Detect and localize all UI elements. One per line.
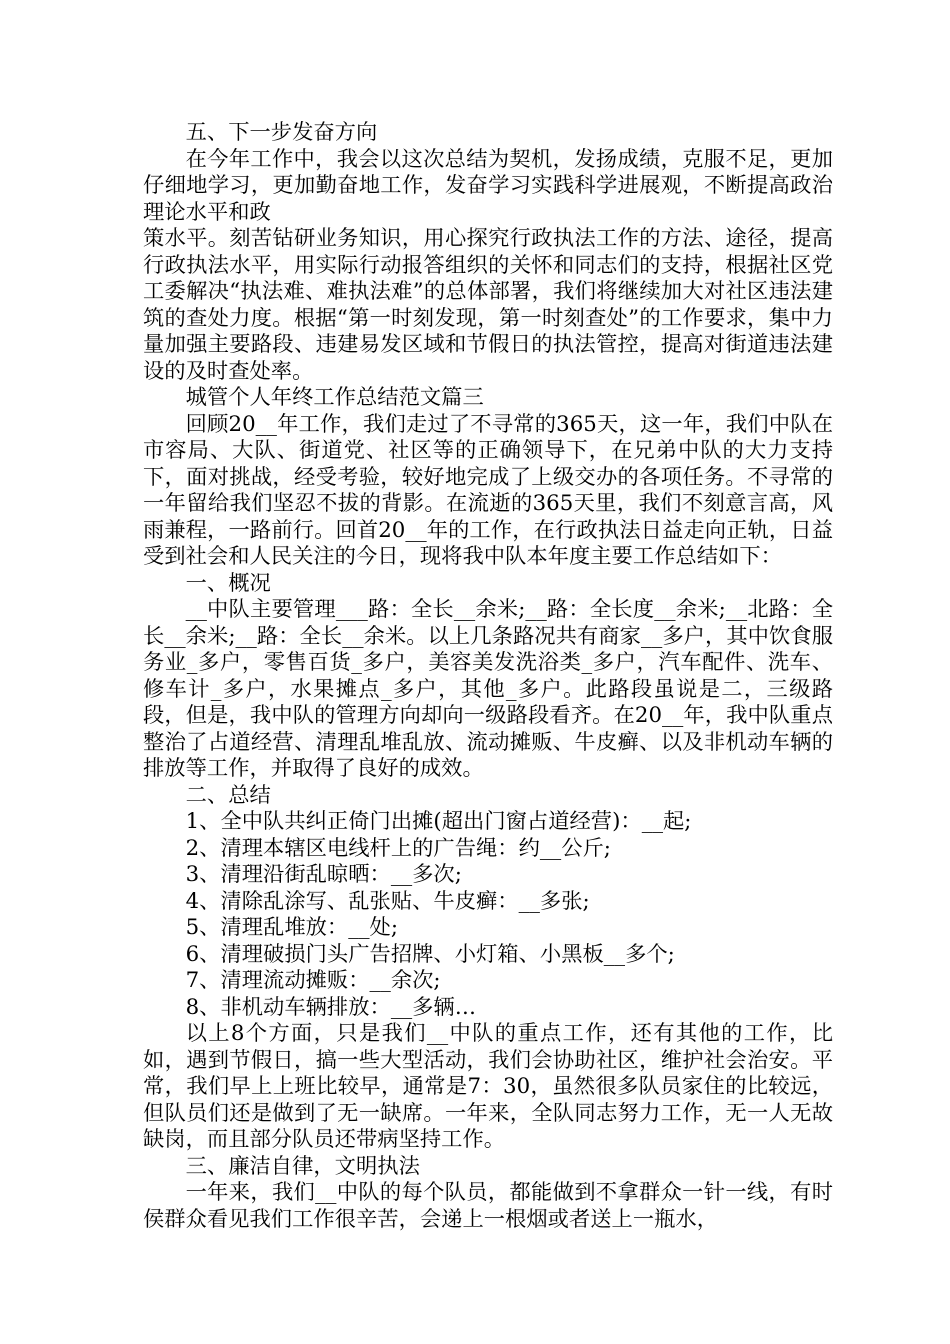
list-item: 8、非机动车辆排放：__多辆… — [185, 994, 477, 1020]
list-item: 4、清除乱涂写、乱张贴、牛皮癣：__多张; — [185, 888, 590, 914]
document-page — [143, 120, 833, 1233]
list-item: 1、全中队共纠正倚门出摊(超出门窗占道经营)：__起; — [185, 809, 692, 834]
section-heading-integrity: 三、廉洁自律，文明执法 — [185, 1153, 420, 1179]
list-item: 2、清理本辖区电线杆上的广告绳：约__公斤; — [185, 835, 611, 861]
paragraph: 回顾20__年工作，我们走过了不寻常的365天，这一年，我们中队在市容局、大队、街道党、社区等的正确领导下，在兄弟中队的大力支持下，面对挑战，经受考验，较好地完成了上级交办的各项任务。不寻常的一年留给我们坚忍不拔的背影。在流逝的365天里，我们不刻意言高，风雨兼程，一路前行。回首20__年的工作，在行政执法日益走向正轨，日益受到社会和人民关注的今日，现将我中队本年度主要工作总结如下： — [143, 411, 833, 569]
paragraph: 在今年工作中，我会以这次总结为契机，发扬成绩，克服不足，更加仔细地学习，更加勤奋地工作，发奋学习实践科学进展观，不断提高政治理论水平和政 — [143, 146, 833, 225]
list-item: 7、清理流动摊贩：__余次; — [185, 968, 441, 993]
section-heading-summary: 二、总结 — [185, 782, 271, 808]
list-item: 6、清理破损门头广告招牌、小灯箱、小黑板__多个; — [185, 941, 675, 967]
list-item: 3、清理沿街乱晾晒：__多次; — [185, 862, 462, 887]
paragraph: 一年来，我们__中队的每个队员，都能做到不拿群众一针一线，有时侯群众看见我们工作很辛苦，会递上一根烟或者送上一瓶水， — [143, 1180, 833, 1232]
paragraph-continued: 策水平。刻苦钻研业务知识，用心探究行政执法工作的方法、途径，提高行政执法水平，用实际行动报答组织的关怀和同志们的支持，根据社区党工委解决“执法难、难执法难”的总体部署，我们将继续加大对社区违法建筑的查处力度。根据“第一时刻发现，第一时刻查处”的工作要求，集中力量加强主要路段、违建易发区域和节假日的执法管控，提高对街道违法建设的及时查处率。 — [143, 226, 833, 384]
article-title: 城管个人年终工作总结范文篇三 — [185, 385, 484, 410]
paragraph: 以上8个方面，只是我们__中队的重点工作，还有其他的工作，比如，遇到节假日，搞一些大型活动，我们会协助社区，维护社会治安。平常，我们早上上班比较早，通常是7：30，虽然很多队员家住的比较远，但队员们还是做到了无一缺席。一年来，全队同志努力工作，无一人无故缺岗，而且部分队员还带病坚持工作。 — [143, 1021, 833, 1152]
section-heading-overview: 一、概况 — [185, 570, 271, 596]
list-item: 5、清理乱堆放：__处; — [185, 915, 398, 940]
paragraph: __中队主要管理___路：全长__余米;__路：全长度__余米;__北路：全长__余米;__路：全长__余米。以上几条路况共有商家__多户，其中饮食服务业_多户，零售百货_多户，美容美发洗浴类_多户，汽车配件、洗车、修车计_多户，水果摊点_多户，其他_多户。此路段虽说是二，三级路段，但是，我中队的管理方向却向一级路段看齐。在20__年，我中队重点整治了占道经营、清理乱堆乱放、流动摊贩、牛皮癣、以及非机动车辆的排放等工作，并取得了良好的成效。 — [143, 597, 833, 781]
section-heading-next-steps: 五、下一步发奋方向 — [185, 120, 378, 145]
